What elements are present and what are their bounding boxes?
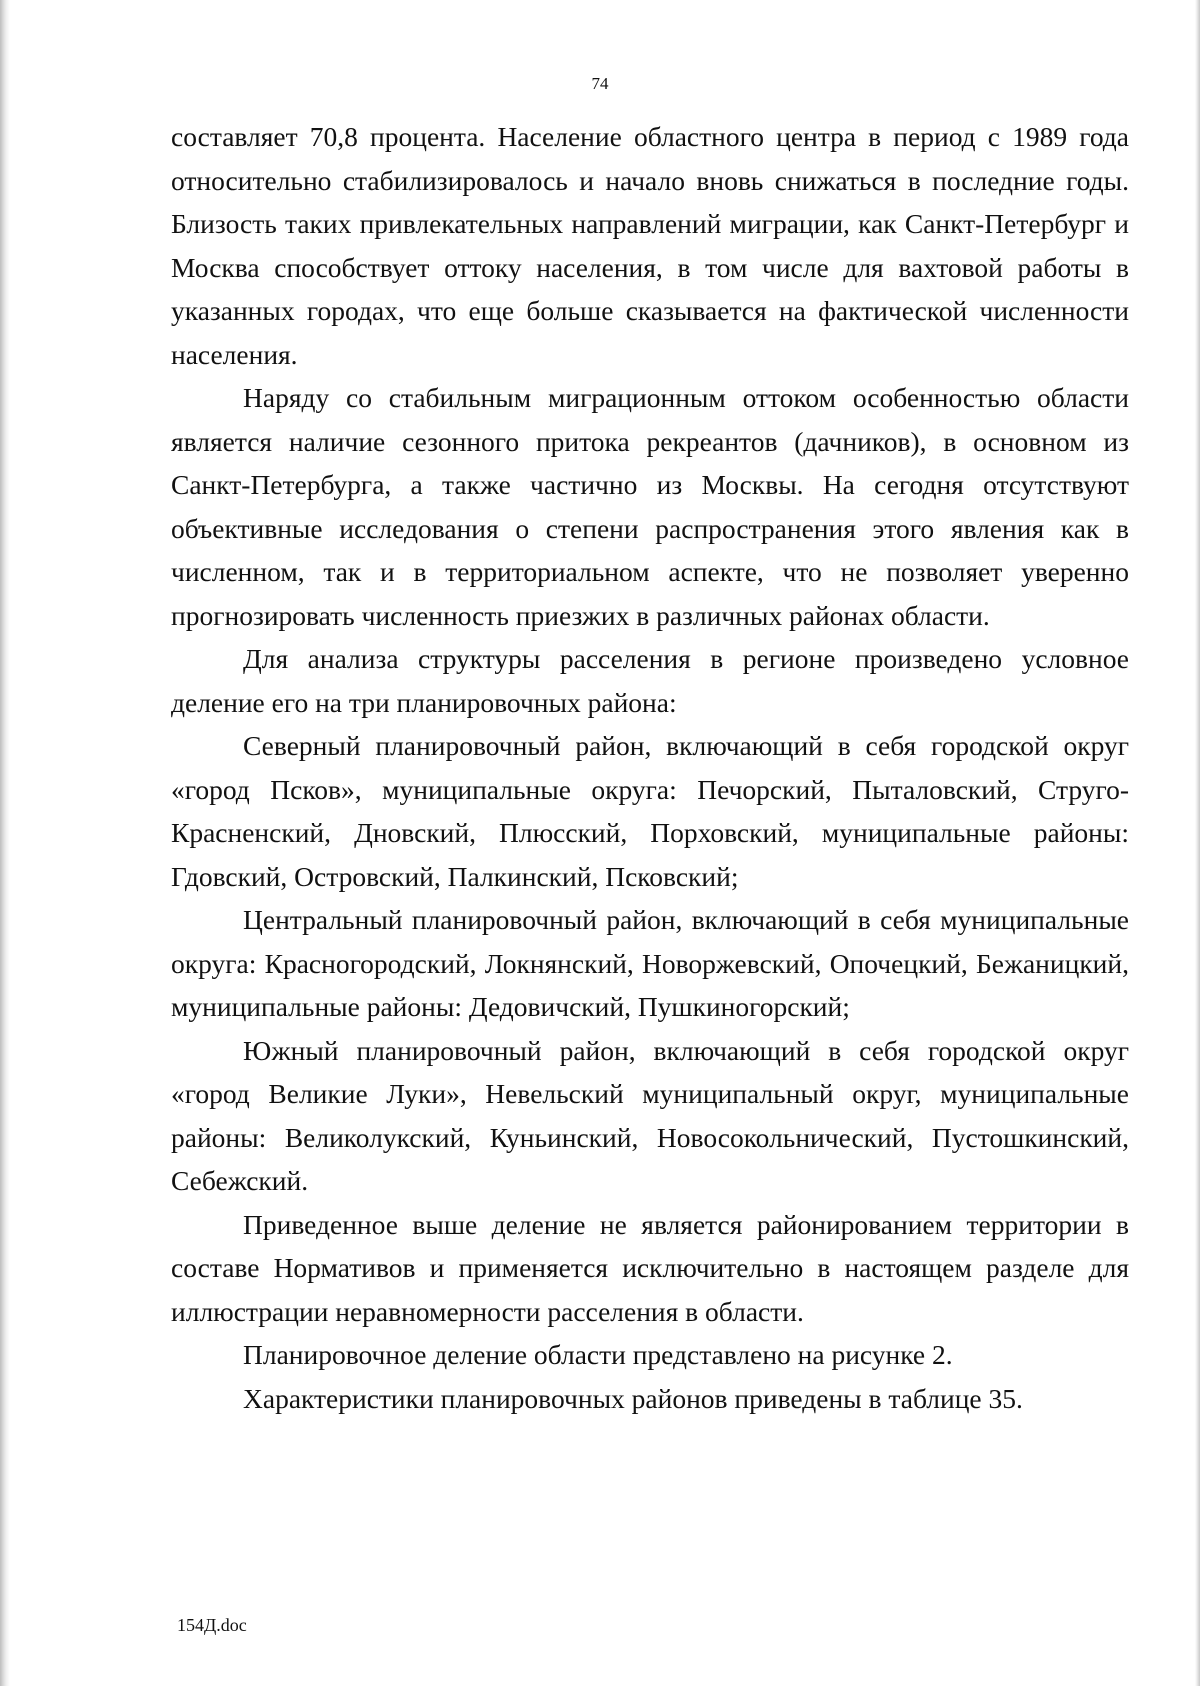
paragraph-northern-district: Северный планировочный район, включающий в себя городской округ «город Псков», муниципальные округа: Печорский, Пыталовский, Струго-Красненский, Дновский, Плюсский, Порховский, муниципальные районы: Гдовский, Островский, Палкинский, Псковский; bbox=[171, 730, 1129, 892]
paragraph-division-note: Приведенное выше деление не является районированием территории в составе Нормативов и применяется исключительно в настоящем разделе для иллюстрации неравномерности расселения в области. bbox=[171, 1208, 1129, 1327]
paragraph-figure-reference: Планировочное деление области представлено на рисунке 2. bbox=[243, 1339, 953, 1370]
document-body bbox=[171, 115, 1129, 1420]
paragraph-seasonal-inflow: Наряду со стабильным миграционным оттоком особенностью области является наличие сезонного притока рекреантов (дачников), в основном из Санкт-Петербурга, а также частично из Москвы. На сегодня отсутствуют объективные исследования о степени распространения этого явления как в численном, так и в территориальном аспекте, что не позволяет уверенно прогнозировать численность приезжих в различных районах области. bbox=[171, 382, 1129, 631]
paragraph-continuation: составляет 70,8 процента. Население областного центра в период с 1989 года относительно стабилизировалось и начало вновь снижаться в последние годы. Близость таких привлекательных направлений миграции, как Санкт-Петербург и Москва способствует оттоку населения, в том числе для вахтовой работы в указанных городах, что еще больше сказывается на фактической численности населения. bbox=[171, 121, 1129, 370]
scan-left-edge bbox=[0, 0, 10, 1686]
footer-filename: 154Д.doc bbox=[177, 1615, 247, 1635]
paragraph-division-intro: Для анализа структуры расселения в регионе произведено условное деление его на три планировочных района: bbox=[171, 643, 1129, 718]
paragraph-southern-district: Южный планировочный район, включающий в себя городской округ «город Великие Луки», Невельский муниципальный округ, муниципальные районы: Великолукский, Куньинский, Новосокольнический, Пустошкинский, Себежский. bbox=[171, 1034, 1129, 1196]
scan-right-edge bbox=[1195, 0, 1200, 1686]
page-number: 74 bbox=[591, 74, 609, 93]
paragraph-central-district: Центральный планировочный район, включающий в себя муниципальные округа: Красногородский, Локнянский, Новоржевский, Опочецкий, Бежаницкий, муниципальные районы: Дедовичский, Пушкиногорский; bbox=[171, 904, 1129, 1022]
paragraph-table-reference: Характеристики планировочных районов приведены в таблице 35. bbox=[243, 1382, 1023, 1414]
